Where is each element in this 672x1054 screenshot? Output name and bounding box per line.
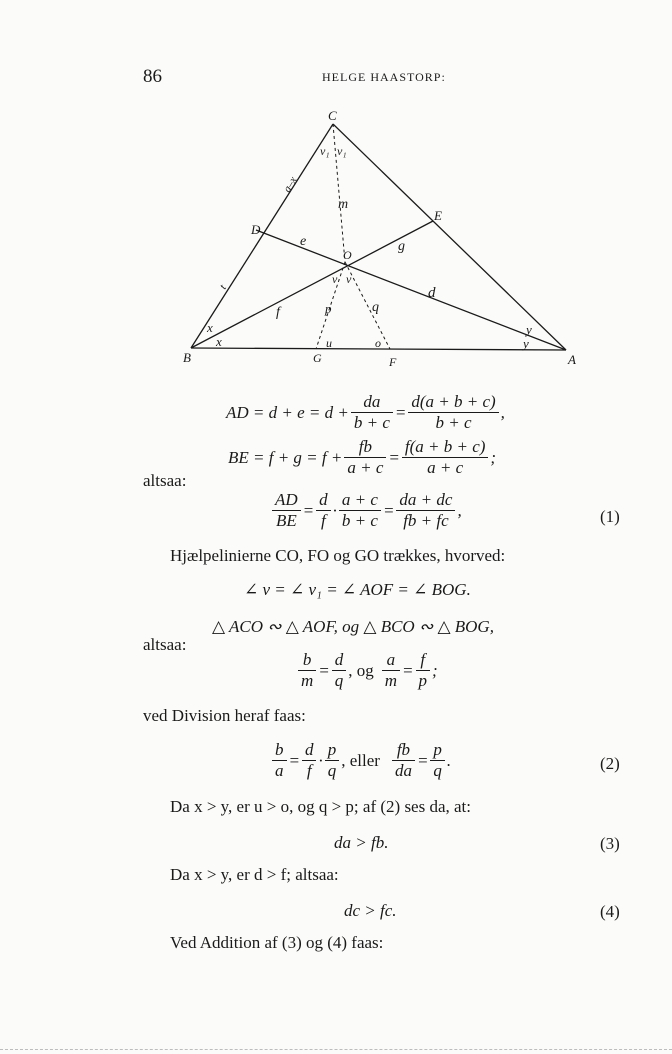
label-y-side: y bbox=[526, 322, 532, 337]
equation-number-4: (4) bbox=[600, 902, 620, 921]
label-v1-left: v₁ bbox=[320, 144, 330, 158]
label-B: B bbox=[183, 350, 191, 365]
label-O: O bbox=[343, 248, 352, 262]
paragraph-hjaelpelinierne: Hjælpelinierne CO, FO og GO trækkes, hvorved: bbox=[170, 546, 506, 565]
label-a-minus-x: a–x bbox=[281, 174, 300, 195]
triangle-figure bbox=[0, 0, 672, 400]
label-G: G bbox=[313, 351, 322, 365]
equation-number-3: (3) bbox=[600, 834, 620, 853]
equation-4: dc > fc. bbox=[344, 901, 397, 920]
label-d: d bbox=[428, 285, 436, 301]
equation-2: $\frac{b}{a}$ = $\frac{d}{f}$ · $\frac{p}{q}$ , eller $\frac{fb}{da}$ = $\frac{p}{q}$ . bbox=[270, 740, 451, 781]
label-D: D bbox=[251, 222, 261, 237]
label-F: F bbox=[389, 355, 397, 369]
label-A: A bbox=[568, 352, 576, 367]
equation-AD: AD = d + e = d + $\frac{da}{b + c}$ = $\frac{d(a + b + c)}{b + c}$ , bbox=[226, 392, 505, 432]
label-m: m bbox=[338, 197, 349, 212]
label-f: f bbox=[276, 305, 280, 320]
equation-number-2: (2) bbox=[600, 754, 620, 773]
equation-angles: ∠ v = ∠ v₁ = ∠ AOF = ∠ BOG. bbox=[244, 580, 471, 599]
paragraph-da-x-y-1: Da x > y, er u > o, og q > p; af (2) ses da, at: bbox=[170, 797, 472, 816]
label-v1-right: v₁ bbox=[337, 144, 347, 158]
label-v-left: v bbox=[332, 272, 338, 286]
label-o: o bbox=[375, 336, 381, 350]
running-header: HELGE HAASTORP: bbox=[322, 70, 446, 84]
label-C: C bbox=[328, 108, 337, 123]
paragraph-division: ved Division heraf faas: bbox=[143, 706, 306, 725]
label-q: q bbox=[372, 300, 379, 315]
equation-similar-triangles: △ ACO ∾ △ AOF, og △ BCO ∾ △ BOG, bbox=[212, 617, 494, 636]
label-x-side: x bbox=[207, 320, 213, 335]
line-FO bbox=[345, 262, 390, 349]
label-u: u bbox=[326, 336, 332, 350]
label-v-right: v bbox=[346, 272, 352, 286]
equation-BE: BE = f + g = f + $\frac{fb}{a + c}$ = $\frac{f(a + b + c)}{a + c}$ ; bbox=[228, 437, 497, 477]
equation-3: da > fb. bbox=[334, 833, 389, 852]
equation-ratios: $\frac{b}{m}$ = $\frac{d}{q}$ , og $\frac{a}{m}$ = $\frac{f}{p}$ ; bbox=[296, 650, 438, 691]
paragraph-addition: Ved Addition af (3) og (4) faas: bbox=[170, 933, 384, 952]
label-y-base: y bbox=[523, 336, 529, 351]
label-t: t bbox=[217, 282, 230, 292]
scan-edge bbox=[0, 1049, 672, 1050]
text-altsaa-1: altsaa: bbox=[143, 471, 187, 490]
page-number: 86 bbox=[143, 66, 162, 87]
side-CA bbox=[333, 124, 566, 350]
equation-number-1: (1) bbox=[600, 507, 620, 526]
label-x-base: x bbox=[216, 334, 222, 349]
label-e: e bbox=[300, 234, 307, 249]
label-E: E bbox=[434, 208, 442, 223]
label-g: g bbox=[398, 239, 405, 254]
paragraph-da-x-y-2: Da x > y, er d > f; altsaa: bbox=[170, 865, 339, 884]
label-p: p bbox=[325, 301, 332, 316]
equation-1: $\frac{AD}{BE}$ = $\frac{d}{f}$ · $\frac{a + c}{b + c}$ = $\frac{da + dc}{fb + fc}$ , bbox=[270, 490, 462, 531]
text-altsaa-2: altsaa: bbox=[143, 635, 187, 654]
side-CB bbox=[191, 124, 333, 348]
